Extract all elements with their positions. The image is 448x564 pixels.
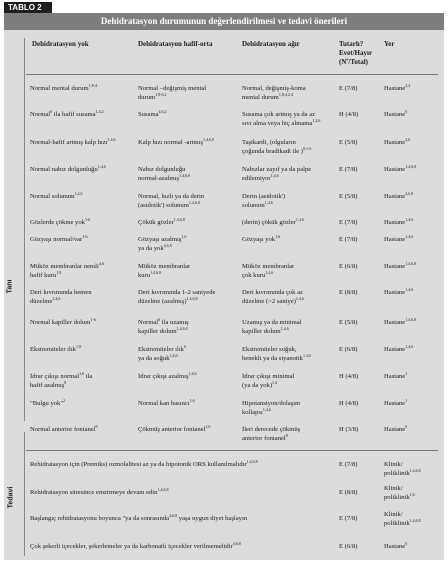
row-12-col1: İdrar çıkışı normal$^{1,6}$ ila hafif azalmış$^8$ <box>30 370 93 389</box>
section-divider <box>24 432 25 556</box>
row-1-col1: Normal mental durum$^{1,8-4}$ <box>30 82 97 92</box>
row-11-col1: Ekstremiteler ılık$^{1,8}$ <box>30 343 81 353</box>
row-9-col4: E (8/8) <box>339 289 358 296</box>
row-3-col4: E (5/8) <box>339 139 358 146</box>
treatment-row-3-col4: E (7/8) <box>339 515 358 522</box>
row-14-col2: Çökmüş anterior fontanel$^{1,6}$ <box>138 423 211 433</box>
row-9-col3: Deri kıvrımında çok az düzelme (>2 saniye)$^{1,4,6}$ <box>242 289 304 305</box>
row-4-col2: Nabız dolgunluğu normal-azalmış$^{1,4,6,8}$ <box>138 166 191 182</box>
row-2-col2: Susama$^{4,6,2}$ <box>138 108 167 118</box>
row-14-col5: Hastane$^6$ <box>384 423 408 433</box>
row-8-col3: Müköz membranlar çok kuru$^{1,4,6}$ <box>242 263 295 279</box>
row-6-col2: Çökük gözler$^{1,4,6,8}$ <box>138 216 185 226</box>
row-3-col1: Normal-hafif artmış kalp hızı$^{1,4,6}$ <box>30 136 116 146</box>
row-8-col2: Müköz membranlar kuru$^{1,4,6,8}$ <box>138 263 191 279</box>
row-8-col4: E (6/8) <box>339 263 358 270</box>
section-divider <box>24 38 25 421</box>
row-3-col3: Taşikardi, (olguların çoğunda bradikadi ile )$^{8,1-6}$ <box>242 139 312 155</box>
row-13-col5: Hastane$^1$ <box>384 397 408 407</box>
header-col1: Dehidratasyon yok <box>32 40 89 48</box>
row-12-col4: H (4/8) <box>339 373 359 380</box>
row-1-col3: Normal, değişmiş-koma mental durum$^{1,8,4,2-4}$ <box>242 85 306 101</box>
row-8-col1: Müköz membranlar nemli$^{4,6}$ hafif kuru$^{1,8}$ <box>30 260 104 279</box>
header-col4-line3: $(N^o/Total)$ <box>339 56 368 66</box>
row-11-col5: Hastane$^{1,4,6}$ <box>384 343 414 353</box>
section-label-tani: Tanı <box>6 279 14 294</box>
row-12-col3: İdrar çıkışı minimal (ya da yok)$^{1,4}$ <box>242 373 295 389</box>
row-6-col1: Gözlerde çökme yok$^{1-6}$ <box>30 216 91 226</box>
row-8-col5: Hastane$^{1,4,6,8}$ <box>384 260 417 270</box>
row-4-col5: Hastane$^{1,4,6,8}$ <box>384 163 417 173</box>
treatment-row-2-col5: Klinik/ poliklinik$^{1,6}$ <box>384 485 415 501</box>
row-7-col1: Gözyaşı normal/var$^{1-6}$ <box>30 233 88 243</box>
row-7-col2: Gözyaşı azalmış$^{1,6}$ ya da yok$^{4,6,8}$ <box>138 233 187 252</box>
row-11-col4: E (6/8) <box>339 346 358 353</box>
row-7-col4: E (7/8) <box>339 236 358 243</box>
row-4-col4: E (7/8) <box>339 166 358 173</box>
treatment-row-1-col5: Klinik/ poliklinik$^{1,4,6,8}$ <box>384 461 421 477</box>
row-14-col4: H (3/8) <box>339 426 359 433</box>
row-2-col3: Susama çok artmış ya da az sıvı alma veya hiç almama$^{1,2,6}$ <box>242 111 321 127</box>
treatment-row-3-text: Başlangıç rehidratasyonu boyunca "ya da sonrasında$^{4,6,8}$ yaşa uygun diyet başlayın <box>30 512 248 522</box>
header-col2: Dehidratasyon hafif-orta <box>138 40 213 48</box>
table-label: TABLO 2 <box>4 2 52 13</box>
row-3-col2: Kalp hızı normal -artmış$^{1,4,6,8}$ <box>138 136 215 146</box>
row-12-col2: İdrar çıkışı azalmış$^{1,4,6}$ <box>138 370 197 380</box>
treatment-row-2-col4: E (8/8) <box>339 489 358 496</box>
section-label-tedavi: Tedavi <box>7 486 15 509</box>
treatment-row-3-col5: Klinik/ poliklinik$^{1,4,6,8}$ <box>384 511 421 527</box>
row-10-col3: Uzamış ya da minimal kapiller dolum$^{1,4,6}$ <box>242 319 302 335</box>
row-14-col1: Normal anterior fontanel$^8$ <box>30 423 98 433</box>
row-9-col5: Hastane$^{1,4,6}$ <box>384 286 414 296</box>
row-7-col5: Hastane$^{1,4,6}$ <box>384 233 414 243</box>
treatment-row-4-text: Çok şekerli içecekler, şekerlemeler ya da karbonatlı içecekler verilmemelidir$^{4,6,8}$ <box>30 540 241 550</box>
header-col3: Dehidratasyon ağır <box>242 40 300 48</box>
row-10-col4: E (5/8) <box>339 319 358 326</box>
header-col4 <box>339 40 372 67</box>
row-2-col4: H (4/8) <box>339 111 359 118</box>
row-1-col2: Normal –değişmiş mental durum$^{1,8-6,2}$ <box>138 85 207 101</box>
table-title: Dehidratasyon durumunun değerlendirilmesi ve tedavi önerileri <box>4 13 444 30</box>
row-5-col5: Hastane$^{4,6,8}$ <box>384 190 414 200</box>
row-13-col1: "Bulgu yok"$^2$ <box>30 397 66 407</box>
row-4-col1: Normal nabız dolgunluğu$^{1,4,6}$ <box>30 163 106 173</box>
row-5-col4: E (5/8) <box>339 193 358 200</box>
row-5-col2: Normal, hızlı ya da derin (asidotik') solunum$^{1,4,6,8}$ <box>138 193 205 209</box>
row-4-col3: Nabızlar zayıf ya da palpe edilemiyor$^{1,4,6}$ <box>242 166 312 182</box>
row-13-col3: Hipotansiyon/dolaşım kollapsı$^{1,4,6}$ <box>242 400 301 416</box>
row-14-col3: İleri derecede çökmüş anterior fontanel$^8$ <box>242 426 301 442</box>
row-2-col1: Normal$^6$ ila hafif susama$^{1,4,2}$ <box>30 108 104 118</box>
treatment-row-1-col4: E (7/8) <box>339 461 358 468</box>
row-11-col2: Ekstremiteler ılık$^6$ ya da soğuk$^{1,4,6}$ <box>138 343 186 362</box>
row-10-col2: Normal$^6$ ila uzamış kapiller dolum$^{1,4,6,8}$ <box>138 316 189 335</box>
treatment-row-4-col4: E (6/8) <box>339 543 358 550</box>
row-5-col1: Normal solunum$^{1,4,6}$ <box>30 190 83 200</box>
header-divider <box>26 74 438 75</box>
row-1-col5: Hastane$^{2,4}$ <box>384 82 411 92</box>
row-7-col3: Gözyaşı yok$^{1,6}$ <box>242 233 281 243</box>
treatment-row-4-col5: Hastane$^6$ <box>384 540 408 550</box>
row-6-col3: (derin) çökük gözler$^{1,4,6}$ <box>242 216 304 226</box>
row-2-col5: Hastane$^6$ <box>384 108 408 118</box>
row-10-col1: Normal kapiller dolum$^{1-6}$ <box>30 316 96 326</box>
row-10-col5: Hastane$^{1,4,6,8}$ <box>384 316 417 326</box>
row-6-col5: Hastane$^{1,4,6}$ <box>384 216 414 226</box>
row-1-col4: E (7/8) <box>339 85 358 92</box>
section-separator <box>26 450 438 451</box>
row-9-col2: Deri kıvrımında 1-2 saniyede düzelme (azalmış)$^{1,4,6,8}$ <box>138 289 216 305</box>
treatment-row-1-text: Rehidratasyon için (Premiks) ozmolalitesi az ya da hipotonik ORS kullanılmalıdır$^{1,4,6,8}$ <box>30 458 258 468</box>
treatment-row-2-text: Rehidratasyon süresince emzirmeye devam edin$^{1,4,6,8}$ <box>30 486 169 496</box>
row-3-col5: Hastane$^{4,6}$ <box>384 136 411 146</box>
row-11-col3: Ekstremiteler soğuk, benekli ya da siyanotik$^{1,4,6}$ <box>242 346 311 362</box>
row-13-col2: Normal kan basıncı$^{1,6}$ <box>138 397 195 407</box>
header-col5: Yer <box>384 40 395 48</box>
row-12-col5: Hastane$^1$ <box>384 370 408 380</box>
row-9-col1: Deri kıvrımında hemen düzelme$^{1,4,6}$ <box>30 289 92 305</box>
header-col4-line2: Evet/Hayır <box>339 49 373 57</box>
row-6-col4: E (7/8) <box>339 219 358 226</box>
row-13-col4: H (4/8) <box>339 400 359 407</box>
header-col4-line1: Tutarlı? <box>339 40 364 48</box>
row-5-col3: Derin (asidotik') solunum$^{1,4,6}$ <box>242 193 286 209</box>
